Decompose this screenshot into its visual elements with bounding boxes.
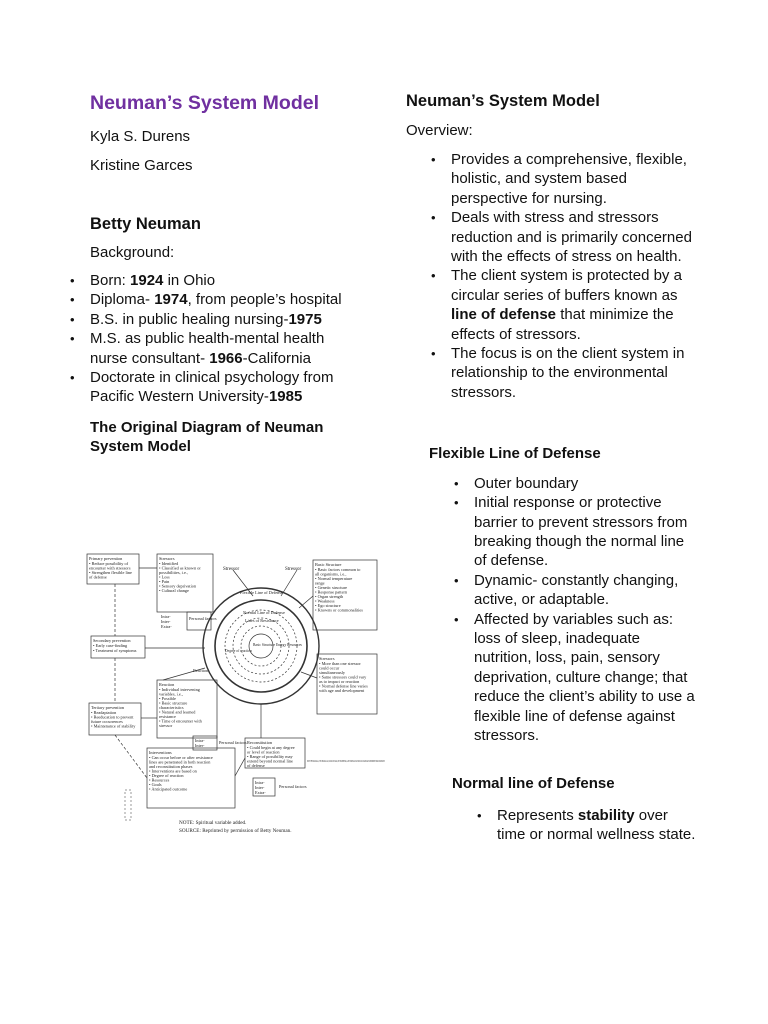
list-item: • Doctorate in clinical psychology from Pacific Western University-1985 — [70, 369, 334, 406]
primary-prevention-label: Primary prevention — [89, 556, 123, 561]
svg-text:Intra-: Intra- — [161, 614, 171, 619]
svg-text:• Individual intervening: • Individual intervening — [159, 687, 200, 692]
svg-text:Inter-: Inter- — [161, 619, 171, 624]
svg-text:• Ego structure: • Ego structure — [315, 603, 341, 608]
svg-text:• Readaptation: • Readaptation — [91, 710, 117, 715]
svg-text:• Basic structure: • Basic structure — [159, 700, 188, 706]
svg-text:• Goals: • Goals — [149, 782, 162, 787]
svg-text:Extra-: Extra- — [255, 790, 266, 795]
svg-text:Intra-: Intra- — [255, 780, 265, 785]
arrow — [281, 570, 297, 596]
svg-text:• Loss: • Loss — [159, 574, 170, 580]
svg-text:• Anticipated outcome: • Anticipated outcome — [149, 786, 188, 792]
svg-text:range: range — [315, 580, 325, 586]
betty-heading: Betty Neuman — [90, 215, 201, 233]
svg-text:• Time of encounter with: • Time of encounter with — [159, 718, 202, 724]
flexible-list — [429, 474, 696, 746]
svg-text:• Identified: • Identified — [159, 561, 179, 566]
svg-text:• Interventions are based on: • Interventions are based on — [149, 768, 197, 774]
svg-text:• Natural and learned: • Natural and learned — [159, 709, 196, 715]
svg-text:characteristics: characteristics — [159, 705, 184, 710]
tertiary-prevention-label: Tertiary prevention — [91, 705, 124, 710]
stressors-label: Stressors — [159, 556, 175, 561]
left-column — [70, 92, 360, 457]
svg-text:• Cultural change: • Cultural change — [159, 588, 189, 593]
list-item: • The focus is on the client system in relationship to the environmental stressors. — [431, 345, 685, 401]
svg-text:• Possible: • Possible — [159, 696, 176, 701]
list-item: • The client system is protected by a circular series of buffers known as line of defense that minimize the effects of stressors. — [431, 267, 682, 343]
basic-structure-label: Basic Structure — [315, 562, 342, 567]
svg-text:of defense: of defense — [247, 763, 265, 768]
svg-text:• Classified as known or: • Classified as known or — [159, 565, 201, 571]
svg-text:of defense: of defense — [89, 574, 107, 580]
svg-text:Extra-: Extra- — [161, 624, 172, 629]
svg-text:• Knowns or commonalities: • Knowns or commonalities — [315, 607, 363, 613]
note-spiritual: NOTE: Spiritual variable added. — [179, 820, 247, 826]
reconstitution-label: Reconstitution — [247, 740, 273, 745]
svg-text:Intra-: Intra- — [195, 738, 205, 743]
overview-list — [406, 150, 696, 402]
svg-text:• Early case-finding: • Early case-finding — [93, 643, 128, 648]
svg-text:• Same stressors could vary: • Same stressors could vary — [319, 674, 367, 680]
svg-text:• Response pattern: • Response pattern — [315, 589, 348, 595]
list-item: • Initial response or protective barrier to prevent stressors from breaking though the normal line of defense. — [454, 494, 688, 570]
svg-text:• Reduce possibility of: • Reduce possibility of — [89, 561, 129, 566]
svg-text:simultaneously: simultaneously — [319, 670, 346, 675]
svg-text:• Degree of reaction: • Degree of reaction — [149, 773, 184, 778]
svg-text:Inter-: Inter- — [195, 743, 205, 748]
normal-heading: Normal line of Defense — [452, 775, 615, 793]
svg-text:or level of reaction: or level of reaction — [247, 749, 280, 755]
author-2: Kristine Garces — [90, 157, 193, 174]
flexible-line-label: Flexible Line of Defense — [240, 590, 283, 595]
secondary-prevention-label: Secondary prevention — [93, 638, 131, 643]
list-item: • B.S. in public healing nursing-1975 — [70, 310, 322, 328]
page-title: Neuman’s System Model — [90, 92, 320, 114]
list-item: • M.S. as public health-mental health nurse consultant- 1966-California — [70, 330, 325, 367]
svg-text:with age and development: with age and development — [319, 688, 365, 693]
svg-text:• Range of possibility may: • Range of possibility may — [247, 754, 293, 759]
svg-text:lines are penetrated in both r: lines are penetrated in both reaction — [149, 759, 211, 765]
list-item: • Represents stability over time or normal wellness state. — [477, 806, 696, 844]
svg-text:• Strengthen flexible line: • Strengthen flexible line — [89, 570, 132, 575]
svg-text:future occurrences: future occurrences — [91, 719, 123, 724]
svg-text:• Maintenance of stability: • Maintenance of stability — [91, 723, 136, 729]
overview-label: Overview: — [406, 122, 473, 139]
svg-text:• Basic factors common to: • Basic factors common to — [315, 567, 361, 572]
core-label: Basic Structure Energy Resources — [253, 643, 302, 647]
right-title: Neuman’s System Model — [406, 92, 600, 110]
list-item: • Deals with stress and stressors reduction and is primarily concerned with the effects of stress on health. — [431, 209, 692, 266]
svg-text:• Could begin at any degree: • Could begin at any degree — [247, 745, 295, 750]
background-list — [44, 271, 360, 407]
lines-resistance-label: Lines of Resistance — [245, 618, 279, 623]
svg-text:• Weakness: • Weakness — [315, 598, 335, 604]
personal-factors-label: Personal factors — [189, 616, 217, 621]
svg-text:resistance: resistance — [159, 714, 176, 719]
svg-text:• Pain: • Pain — [159, 579, 170, 584]
arrow — [115, 735, 147, 778]
dashed-bracket — [125, 790, 131, 820]
svg-text:as to impact or reaction: as to impact or reaction — [319, 679, 360, 684]
svg-text:• Normal temperature: • Normal temperature — [315, 576, 353, 581]
svg-text:• More than one stressor: • More than one stressor — [319, 661, 361, 666]
note-source: SOURCE: Reprinted by permission of Betty Neuman. — [179, 828, 292, 834]
svg-text:• Reeducation to prevent: • Reeducation to prevent — [91, 714, 134, 720]
degree-reaction-label: Degree of reaction — [225, 649, 252, 653]
svg-text:Inter-: Inter- — [255, 785, 265, 790]
background-label: Background: — [90, 244, 175, 261]
svg-text:stressor: stressor — [159, 723, 173, 728]
reaction-box-label: Reaction — [159, 682, 175, 687]
personal-factors-box-1 — [187, 612, 211, 630]
list-item: • Born: 1924 in Ohio — [70, 272, 216, 289]
svg-text:Personal factors: Personal factors — [219, 740, 247, 745]
svg-text:• Normal defense line varies: • Normal defense line varies — [319, 683, 368, 689]
svg-text:• Can occur before or after re: • Can occur before or after resistance — [149, 755, 213, 760]
svg-text:extend beyond normal line: extend beyond normal line — [247, 758, 293, 764]
author-1: Kyla S. Durens — [90, 128, 191, 145]
svg-text:• Resources: • Resources — [149, 777, 170, 783]
svg-text:Personal factors: Personal factors — [279, 784, 307, 789]
neuman-diagram — [85, 548, 553, 838]
normal-list — [452, 806, 696, 845]
svg-text:encounter with stressors: encounter with stressors — [89, 565, 131, 571]
arrow — [235, 758, 245, 776]
svg-text:could occur: could occur — [319, 665, 340, 671]
svg-text:• Organ strength: • Organ strength — [315, 594, 344, 599]
right-column — [406, 92, 696, 845]
list-item: • Affected by variables such as: loss of sleep, inadequate nutrition, loss, pain, sensory deprivation, culture change; that reduce the client’s ability to use a flexible line of defense against stressors. — [454, 610, 695, 745]
stressor-label-2: Stressor — [285, 567, 302, 572]
reaction-arrow-label: Reaction — [193, 668, 209, 673]
neuman-diagram-svg — [85, 548, 553, 838]
stressor-label-1: Stressor — [223, 567, 240, 572]
arrow — [301, 672, 317, 678]
interventions-label: Interventions — [149, 750, 172, 755]
arrow — [299, 596, 313, 608]
stressors2-label: Stressors — [319, 656, 335, 661]
list-item: • Provides a comprehensive, flexible, holistic, and system based perspective for nursing. — [431, 151, 687, 207]
list-item: • Diploma- 1974, from people’s hospital — [70, 291, 342, 309]
svg-text:• Treatment of symptoms: • Treatment of symptoms — [93, 648, 137, 653]
svg-text:variables, i.e.,: variables, i.e., — [159, 691, 183, 697]
svg-text:• Genetic structure: • Genetic structure — [315, 585, 348, 590]
list-item: • Outer boundary — [454, 474, 579, 492]
normal-line-label: Normal Line of Defense — [243, 610, 285, 615]
diagram-heading: The Original Diagram of Neuman System Model — [90, 418, 324, 456]
svg-text:all organisms, i.e.,: all organisms, i.e., — [315, 571, 347, 577]
side-note: NOTE: PHYSIOLOGICAL, PSYCHOLOGICAL, SOCIOCULTURAL, DEVELOPMENTAL, AND SPIRITUAL FACTORS OCCUR AND ARE CONSIDERED SIMULTANEOUSLY — [307, 759, 553, 763]
list-item: • Dynamic- constantly changing, active, or adaptable. — [454, 571, 679, 609]
svg-text:possibilities, i.e.,: possibilities, i.e., — [159, 570, 189, 575]
svg-text:• Sensory deprivation: • Sensory deprivation — [159, 583, 197, 589]
flexible-heading: Flexible Line of Defense — [429, 445, 601, 463]
svg-text:and reconstitution phases: and reconstitution phases — [149, 764, 193, 769]
